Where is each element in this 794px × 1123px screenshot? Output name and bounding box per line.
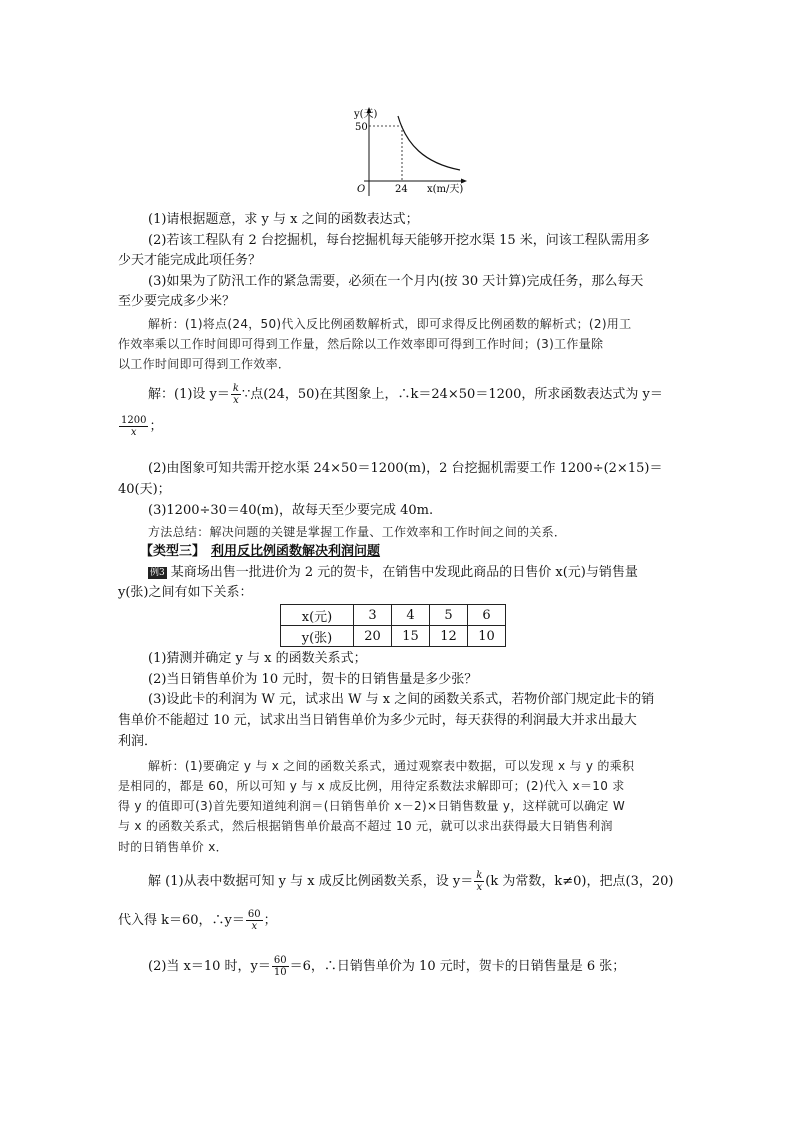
example3-badge: 例3 — [150, 568, 165, 578]
inverse-function-graph — [344, 106, 474, 198]
table-header-x: x(元) — [281, 605, 354, 626]
example3-stem-line2: y(张)之间有如下关系： — [118, 585, 253, 600]
fraction-1200-over-x: $\frac{1200}{x}$ — [121, 415, 147, 438]
example3-analysis-line2: 是相同的，都是 60，所以可知 y 与 x 成反比例，用待定系数法求解即可；(2)代入 x＝10 求 — [118, 779, 625, 793]
fraction-60-over-x: $\frac{60}{x}$ — [247, 909, 261, 932]
example3-q3-line3: 利润． — [118, 734, 158, 749]
x-tick-24: 24 — [395, 184, 408, 195]
example3-q2: (2)当日销售单价为 10 元时，贺卡的日销售量是多少张？ — [148, 672, 478, 687]
fraction-60-over-10: $\frac{60}{10}$ — [273, 955, 287, 978]
table-cell: 5 — [430, 605, 468, 626]
x-axis-arrow — [461, 179, 467, 184]
table-cell: 4 — [392, 605, 430, 626]
fraction-k-over-x: $\frac{k}{x}$ — [232, 383, 239, 406]
solution-2-line2: 40(天)； — [118, 482, 171, 497]
analysis-line2: 作效率乘以工作时间即可得到工作量，然后除以工作效率即可得到工作时间；(3)工作量除 — [118, 337, 604, 351]
example3-solution-1: 解 (1)从表中数据可知 y 与 x 成反比例函数关系，设 y＝ $\frac{k}{x}$ (k 为常数，k≠0)，把点(3，20) — [148, 870, 674, 893]
example3-solution-1b: 代入得 k＝60，∴y＝ $\frac{60}{x}$ ； — [118, 909, 277, 932]
type3-heading: 【类型三】 利用反比例函数解决利润问题 — [140, 544, 381, 559]
x-axis-label: x(m/天) — [427, 184, 464, 195]
table-row — [281, 626, 506, 647]
table-cell: 15 — [392, 626, 430, 647]
table-cell: 20 — [354, 626, 392, 647]
problem-q3-line2: 至少要完成多少米？ — [118, 294, 236, 309]
table-row — [281, 605, 506, 626]
origin-label: O — [357, 184, 366, 195]
example3-q3-line2: 售单价不能超过 10 元，试求出当日销售单价为多少元时，每天获得的利润最大并求出最大 — [118, 713, 637, 728]
analysis-line1: 解析：(1)将点(24，50)代入反比例函数解析式，即可求得反比例函数的解析式；(2)用工 — [148, 317, 632, 331]
analysis-line3: 以工作时间即可得到工作效率． — [118, 357, 291, 371]
y-tick-50: 50 — [355, 122, 368, 133]
fraction-k-over-x: $\frac{k}{x}$ — [476, 870, 483, 893]
problem-q3-line1: (3)如果为了防汛工作的紧急需要，必须在一个月内(按 30 天计算)完成任务，那么每天 — [148, 274, 644, 289]
example3-analysis-line3: 得 y 的值即可(3)首先要知道纯利润＝(日销售单价 x－2)×日销售数量 y，这样就可以确定 W — [118, 799, 625, 813]
table-cell: 10 — [468, 626, 506, 647]
table-cell: 12 — [430, 626, 468, 647]
example3-stem-line1: 例3 某商场出售一批进价为 2 元的贺卡，在销售中发现此商品的日售价 x(元)与销售量 — [150, 565, 638, 580]
table-cell: 3 — [354, 605, 392, 626]
problem-q2-line1: (2)若该工程队有 2 台挖掘机，每台挖掘机每天能够开挖水渠 15 米，问该工程队需用多 — [148, 233, 650, 248]
example3-analysis-line1: 解析：(1)要确定 y 与 x 之间的函数关系式，通过观察表中数据，可以发现 x 与 y 的乘积 — [148, 759, 635, 773]
example3-q1: (1)猜测并确定 y 与 x 的函数关系式； — [148, 651, 367, 666]
inverse-curve — [398, 116, 460, 170]
example3-solution-2: (2)当 x＝10 时，y＝ $\frac{60}{10}$ ＝6，∴日销售单价为 10 元时，贺卡的日销售量是 6 张； — [148, 955, 626, 978]
solution-1-post: ∵点(24，50)在其图象上，∴k＝24×50＝1200，所求函数表达式为 y＝ — [241, 387, 663, 402]
price-sales-table — [280, 604, 506, 647]
table-header-y: y(张) — [281, 626, 354, 647]
example3-analysis-line4: 与 x 的函数关系式，然后根据销售单价最高不超过 10 元，就可以求出获得最大日销售利润 — [118, 819, 613, 833]
solution-2-line1: (2)由图象可知共需开挖水渠 24×50＝1200(m)，2 台挖掘机需要工作 1200÷(2×15)＝ — [148, 461, 663, 476]
solution-1-cont: $\frac{1200}{x}$ ； — [121, 415, 163, 438]
problem-q2-line2: 少天才能完成此项任务？ — [118, 253, 262, 268]
problem-q1: (1)请根据题意，求 y 与 x 之间的函数表达式； — [148, 212, 419, 227]
solution-1 — [148, 383, 663, 406]
y-axis-label: y(天) — [354, 109, 378, 120]
method-summary: 方法总结：解决问题的关键是掌握工作量、工作效率和工作时间之间的关系． — [148, 525, 567, 539]
example3-q3-line1: (3)设此卡的利润为 W 元，试求出 W 与 x 之间的函数关系式，若物价部门规定此卡的销 — [148, 692, 655, 707]
solution-3: (3)1200÷30＝40(m)，故每天至少要完成 40m. — [148, 503, 434, 518]
solution-1-pre: 解：(1)设 y＝ — [148, 387, 230, 402]
example3-analysis-line5: 时的日销售单价 x． — [118, 840, 228, 854]
table-cell: 6 — [468, 605, 506, 626]
